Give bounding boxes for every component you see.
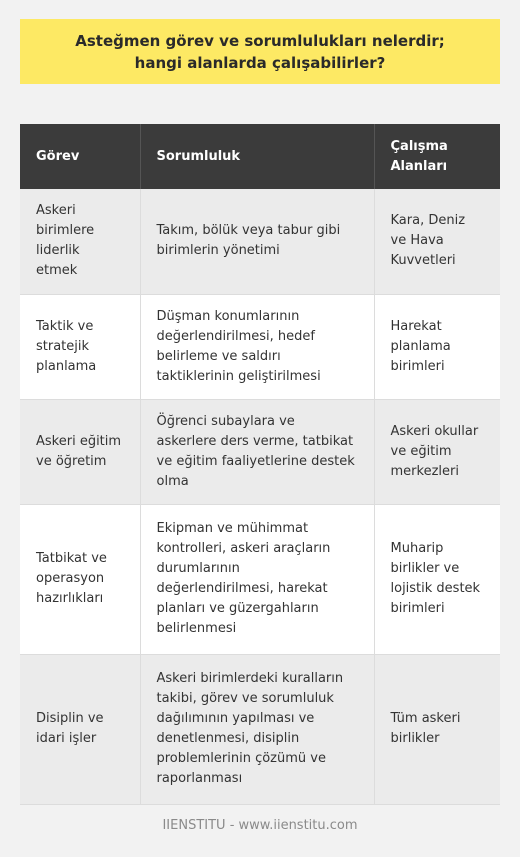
cell-gorev: Taktik ve stratejik planlama bbox=[20, 294, 140, 399]
footer-credit: IIENSTITU - www.iienstitu.com bbox=[162, 818, 358, 833]
table-row bbox=[20, 189, 500, 294]
table-row bbox=[20, 399, 500, 504]
table-row bbox=[20, 294, 500, 399]
cell-calisma-alani: Kara, Deniz ve Hava Kuvvetleri bbox=[374, 189, 500, 294]
table-header-row bbox=[20, 124, 500, 189]
cell-calisma-alani: Muharip birlikler ve lojistik destek birimleri bbox=[374, 504, 500, 654]
table-row bbox=[20, 654, 500, 804]
cell-calisma-alani: Askeri okullar ve eğitim merkezleri bbox=[374, 399, 500, 504]
cell-calisma-alani: Tüm askeri birlikler bbox=[374, 654, 500, 804]
table-row bbox=[20, 504, 500, 654]
title-banner bbox=[20, 19, 500, 84]
cell-sorumluluk: Askeri birimlerdeki kuralların takibi, görev ve sorumluluk dağılımının yapılması ve denetlenmesi, disiplin problemlerinin çözümü ve raporlanması bbox=[140, 654, 374, 804]
cell-sorumluluk: Öğrenci subaylara ve askerlere ders verme, tatbikat ve eğitim faaliyetlerine destek olma bbox=[140, 399, 374, 504]
header-gorev: Görev bbox=[20, 124, 140, 189]
header-calisma-alanlari: Çalışma Alanları bbox=[374, 124, 500, 189]
header-sorumluluk: Sorumluluk bbox=[140, 124, 374, 189]
cell-gorev: Disiplin ve idari işler bbox=[20, 654, 140, 804]
cell-sorumluluk: Düşman konumlarının değerlendirilmesi, hedef belirleme ve saldırı taktiklerinin geliştirilmesi bbox=[140, 294, 374, 399]
cell-gorev: Tatbikat ve operasyon hazırlıkları bbox=[20, 504, 140, 654]
cell-gorev: Askeri eğitim ve öğretim bbox=[20, 399, 140, 504]
cell-calisma-alani: Harekat planlama birimleri bbox=[374, 294, 500, 399]
cell-sorumluluk: Ekipman ve mühimmat kontrolleri, askeri araçların durumlarının değerlendirilmesi, harekat planları ve güzergahların belirlenmesi bbox=[140, 504, 374, 654]
cell-gorev: Askeri birimlere liderlik etmek bbox=[20, 189, 140, 294]
page-title: Asteğmen görev ve sorumlulukları nelerdir; hangi alanlarda çalışabilirler? bbox=[75, 31, 445, 72]
cell-sorumluluk: Takım, bölük veya tabur gibi birimlerin yönetimi bbox=[140, 189, 374, 294]
info-table bbox=[20, 124, 500, 805]
